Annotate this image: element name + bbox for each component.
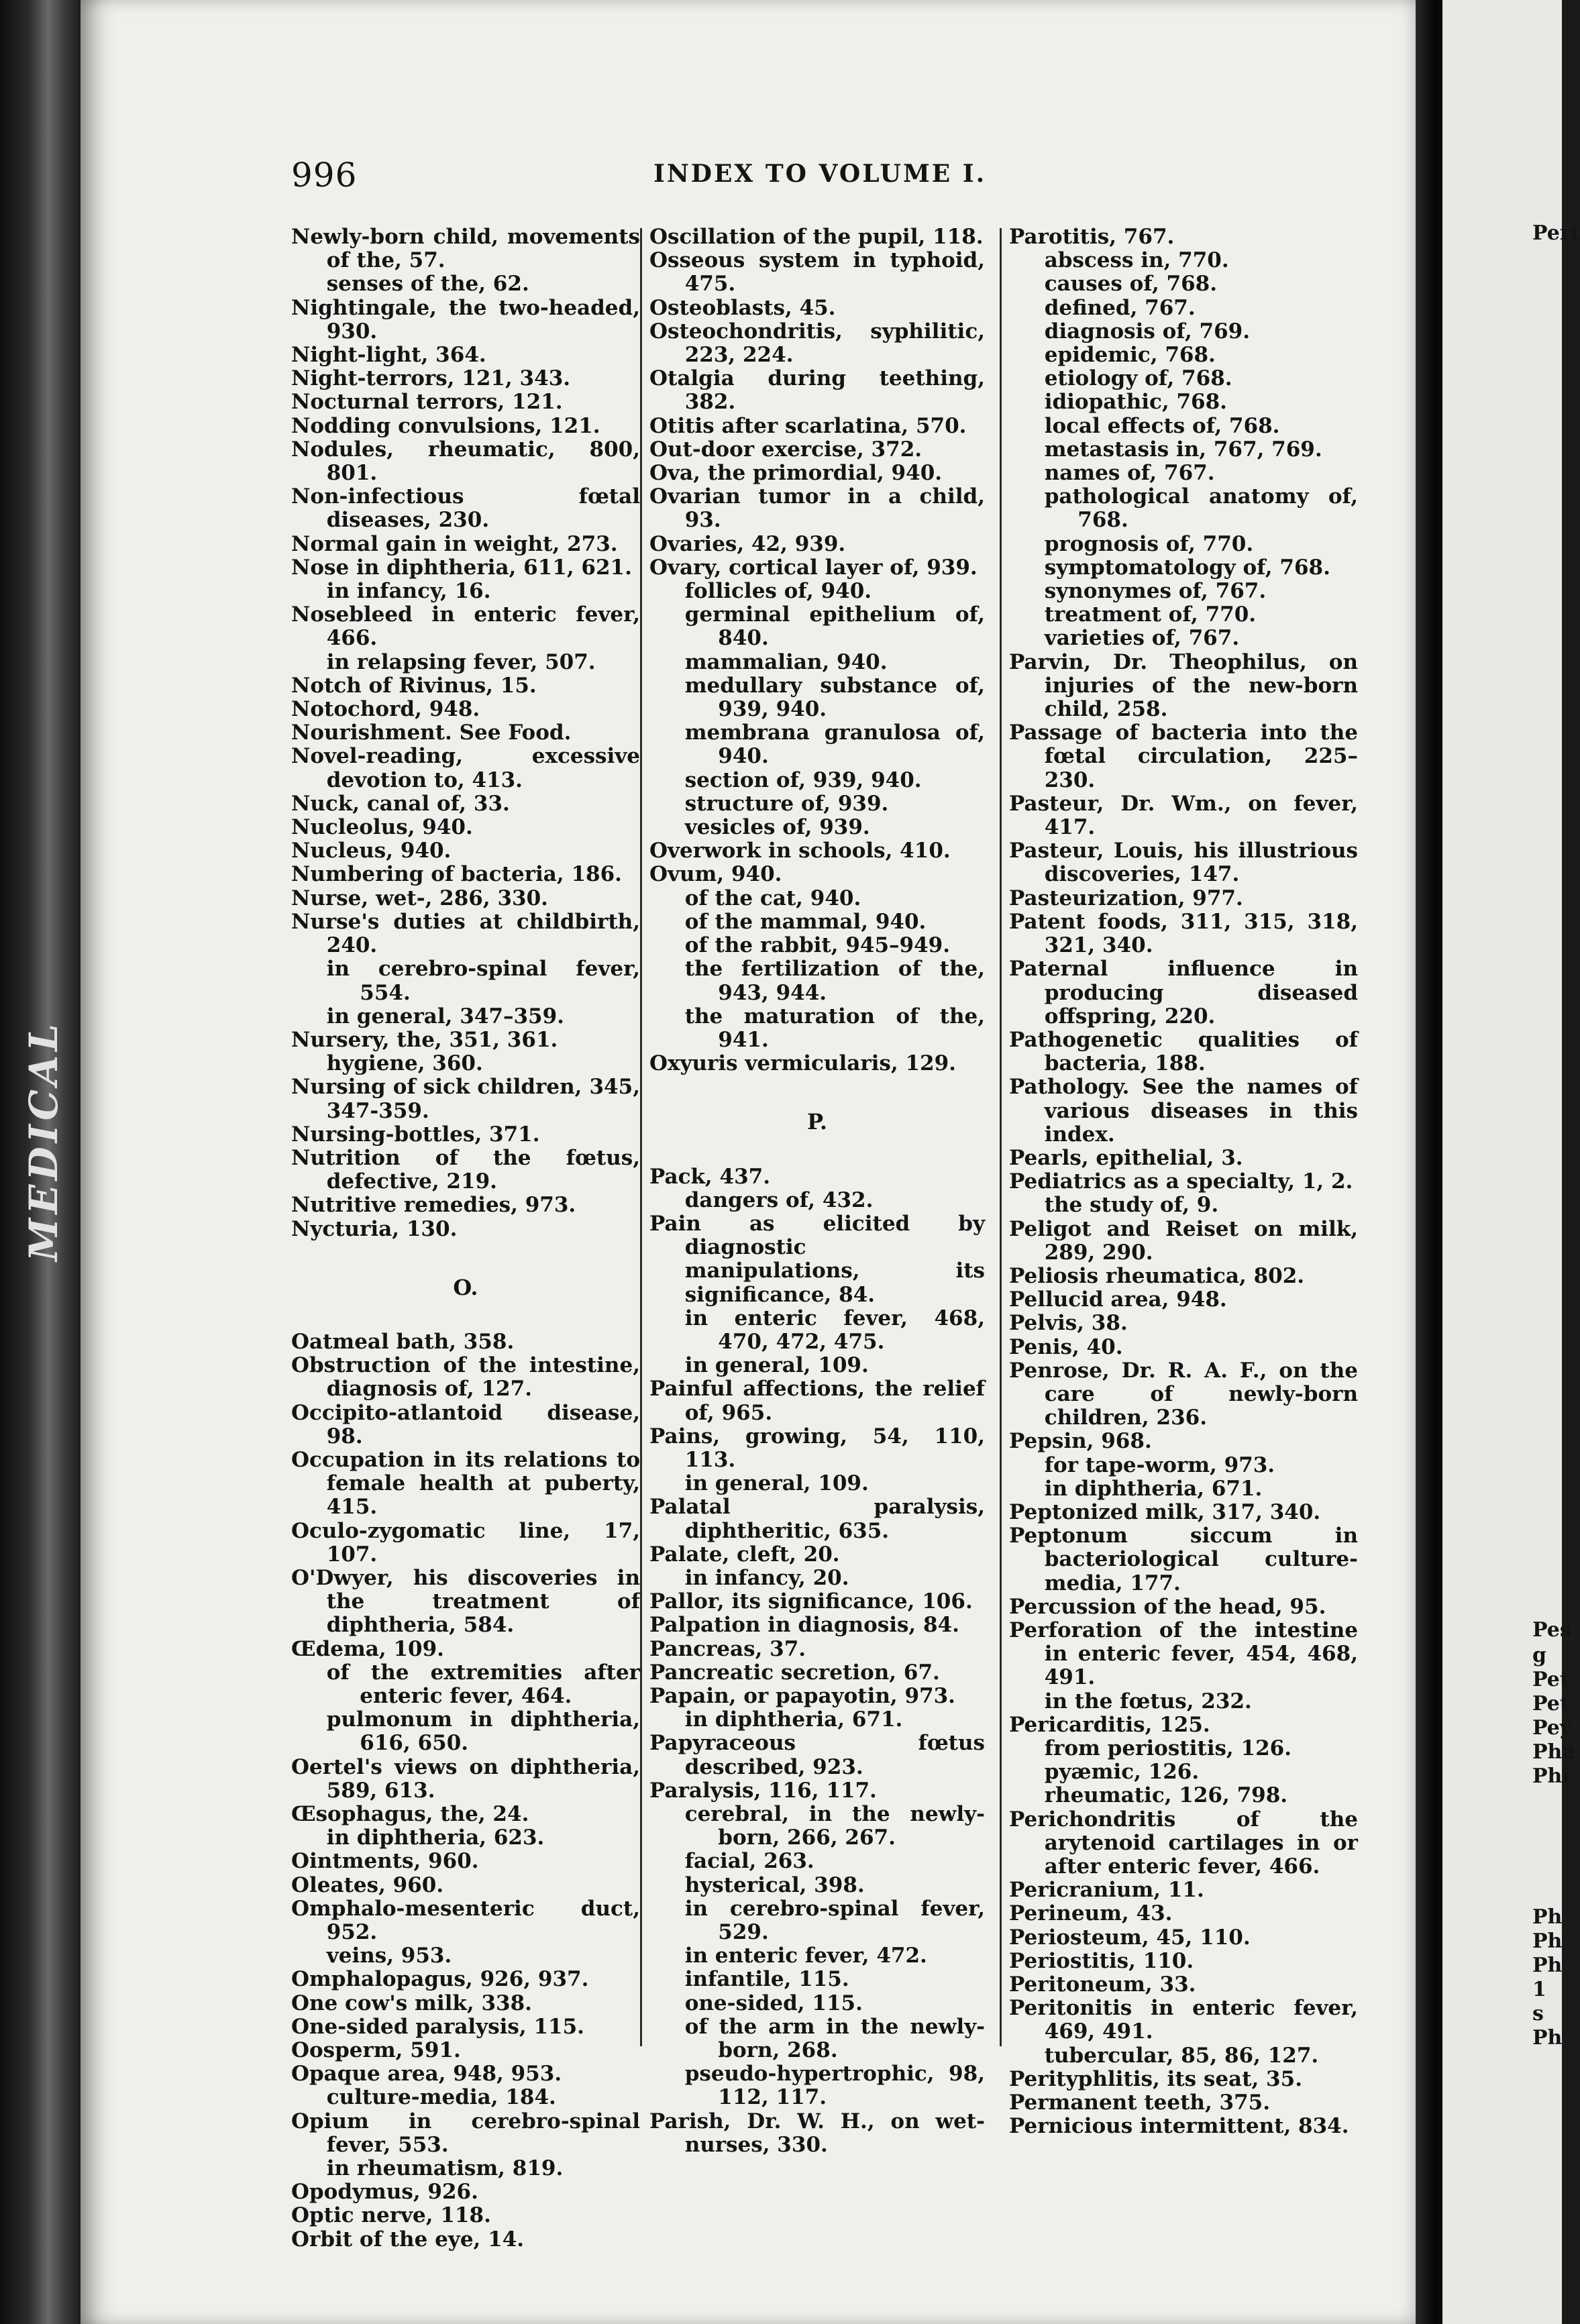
index-entry: Pains, growing, 54, 110, 113. [649,1424,985,1472]
next-page-fragment: g [1532,1644,1546,1667]
index-entry: Obstruction of the intestine, diagnosis of, 127. [291,1353,640,1402]
next-page-fragment: Ph [1532,1954,1563,1977]
index-subentry: vesicles of, 939. [684,815,870,840]
index-entry: Otalgia during teething, 382. [649,366,985,415]
index-entry: Nocturnal terrors, 121. [291,390,563,415]
next-page-fragment: Pet [1532,1668,1569,1691]
index-subentry: the study of, 9. [1044,1193,1219,1218]
index-entry: Parvin, Dr. Theophilus, on injuries of the new-born child, 258. [1009,649,1358,722]
index-entry: Parotitis, 767. [1009,225,1175,249]
index-entry: Ova, the primordial, 940. [649,461,943,486]
index-subentry: pathological anatomy of, 768. [1044,484,1358,533]
index-entry: Nourishment. See Food. [291,721,572,745]
index-subentry: of the cat, 940. [684,886,861,910]
index-entry: Optic nerve, 118. [291,2203,491,2228]
index-entry: Omphalo-mesenteric duct, 952. [291,1896,640,1945]
index-subentry: in cerebro-spinal fever, 554. [326,957,640,1005]
index-subentry: hygiene, 360. [326,1051,483,1076]
index-entry: Nursing-bottles, 371. [291,1122,540,1147]
index-subentry: epidemic, 768. [1044,343,1216,368]
index-entry: Nursing of sick children, 345, 347-359. [291,1075,640,1123]
index-subentry: the maturation of the, 941. [684,1004,985,1052]
index-entry: Oscillation of the pupil, 118. [649,225,984,249]
index-entry: Occipito-atlantoid disease, 98. [291,1400,640,1448]
index-subentry: for tape-worm, 973. [1044,1452,1275,1477]
index-subentry: hysterical, 398. [684,1872,865,1897]
index-subentry: idiopathic, 768. [1044,390,1227,415]
index-subentry: infantile, 115. [684,1967,849,1992]
index-subentry: in diphtheria, 623. [326,1826,545,1850]
index-entry: Pelvis, 38. [1009,1311,1128,1336]
index-entry: Nose in diphtheria, 611, 621. [291,555,632,580]
next-page-fragment: Pha [1532,1740,1575,1764]
index-subentry: one-sided, 115. [684,1991,863,2015]
index-subentry: of the rabbit, 945–949. [684,933,951,958]
next-page-fragment: Pert [1532,221,1580,245]
index-entry: Patent foods, 311, 315, 318, 321, 340. [1009,909,1358,958]
index-subentry: synonymes of, 767. [1044,579,1267,604]
index-entry: Nuck, canal of, 33. [291,791,510,816]
index-entry: Papyraceous fœtus described, 923. [649,1731,985,1779]
index-subentry: membrana granulosa of, 940. [684,721,985,769]
index-entry: Newly-born child, movements of the, 57. [291,225,640,273]
index-entry: Peptonized milk, 317, 340. [1009,1499,1321,1524]
index-entry: Nycturia, 130. [291,1216,458,1241]
index-entry: Osteoblasts, 45. [649,295,836,320]
index-entry: Percussion of the head, 95. [1009,1594,1326,1619]
index-subentry: in rheumatism, 819. [326,2156,564,2181]
index-subentry: etiology of, 768. [1044,366,1232,391]
index-entry: Nutritive remedies, 973. [291,1193,576,1218]
index-entry: Palpation in diagnosis, 84. [649,1613,959,1638]
index-subentry: in infancy, 20. [684,1565,849,1590]
index-subentry: mammalian, 940. [684,649,888,674]
index-subentry: in diphtheria, 671. [684,1707,903,1732]
index-entry: Pallor, its significance, 106. [649,1589,973,1614]
index-entry: Palatal paralysis, diphtheritic, 635. [649,1495,985,1543]
running-head: INDEX TO VOLUME I. [653,160,987,188]
index-entry: Osteochondritis, syphilitic, 223, 224. [649,319,985,368]
index-entry: Oxyuris vermicularis, 129. [649,1051,956,1076]
index-subentry: prognosis of, 770. [1044,531,1254,556]
index-entry: Perforation of the intestine in enteric fever, 454, 468, 491. [1009,1618,1358,1690]
index-subentry: from periostitis, 126. [1044,1736,1292,1760]
index-entry: Novel-reading, excessive devotion to, 413. [291,744,640,792]
index-subentry: defined, 767. [1044,295,1196,320]
index-entry: Peliosis rheumatica, 802. [1009,1263,1305,1288]
section-letter: P. [807,1109,827,1135]
index-subentry: names of, 767. [1044,461,1215,486]
index-entry: Pancreas, 37. [649,1636,806,1661]
index-entry: Nodding convulsions, 121. [291,413,600,438]
index-entry: Peritonitis in enteric fever, 469, 491. [1009,1996,1358,2044]
index-entry: Passage of bacteria into the fœtal circulation, 225–230. [1009,721,1358,792]
index-entry: Ovum, 940. [649,862,782,887]
index-entry: Nosebleed in enteric fever, 466. [291,602,640,651]
index-subentry: in general, 109. [684,1353,869,1378]
next-page-fragment: 1 [1532,1978,1546,2001]
index-entry: Pellucid area, 948. [1009,1287,1227,1312]
index-entry: Opium in cerebro-spinal fever, 553. [291,2109,640,2157]
index-subentry: metastasis in, 767, 769. [1044,437,1322,462]
index-entry: Orbit of the eye, 14. [291,2227,525,2252]
index-entry: Nurse's duties at childbirth, 240. [291,909,640,958]
next-page-fragment: Pes [1532,1618,1571,1642]
index-entry: Oleates, 960. [291,1872,444,1897]
index-subentry: tubercular, 85, 86, 127. [1044,2043,1319,2068]
index-entry: Pain as elicited by diagnostic manipulations, its significance, 84. [649,1211,985,1307]
page-number: 996 [291,156,358,195]
index-entry: Night-light, 364. [291,343,486,368]
index-entry: Pathogenetic qualities of bacteria, 188. [1009,1027,1358,1076]
index-subentry: in enteric fever, 468, 470, 472, 475. [684,1306,985,1354]
index-subentry: of the arm in the newly-born, 268. [684,2014,985,2063]
column-divider [640,228,642,2046]
index-entry: Normal gain in weight, 273. [291,531,618,556]
index-entry: Non-infectious fœtal diseases, 230. [291,484,640,533]
index-entry: Nodules, rheumatic, 800, 801. [291,437,640,486]
index-subentry: facial, 263. [684,1849,814,1874]
index-subentry: of the mammal, 940. [684,909,927,934]
index-subentry: culture-media, 184. [326,2085,556,2110]
index-entry: Nutrition of the fœtus, defective, 219. [291,1145,640,1194]
index-entry: Peptonum siccum in bacteriological culture-media, 177. [1009,1524,1358,1595]
index-column-3 [1009,225,1358,2138]
index-entry: Overwork in schools, 410. [649,839,951,863]
index-subentry: in enteric fever, 472. [684,1944,927,1968]
index-entry: O'Dwyer, his discoveries in the treatment of diphtheria, 584. [291,1565,640,1638]
index-entry: Occupation in its relations to female health at puberty, 415. [291,1447,640,1520]
index-entry: Œdema, 109. [291,1636,444,1661]
index-entry: Ointments, 960. [291,1849,479,1874]
index-subentry: in cerebro-spinal fever, 529. [684,1896,985,1945]
index-entry: Oatmeal bath, 358. [291,1329,515,1354]
index-entry: Nightingale, the two-headed, 930. [291,295,640,344]
index-entry: Ovaries, 42, 939. [649,531,846,556]
index-entry: Nursery, the, 351, 361. [291,1027,558,1052]
next-page-fragment: Pey [1532,1716,1572,1740]
index-subentry: follicles of, 940. [684,579,872,604]
index-entry: Oculo-zygomatic line, 17, 107. [291,1518,640,1567]
index-entry: Pasteur, Louis, his illustrious discoveries, 147. [1009,839,1358,887]
index-entry: Nurse, wet-, 286, 330. [291,886,548,910]
index-subentry: pyæmic, 126. [1044,1760,1200,1785]
index-entry: Pasteurization, 977. [1009,886,1243,910]
index-entry: Pediatrics as a specialty, 1, 2. [1009,1169,1353,1194]
index-subentry: the fertilization of the, 943, 944. [684,957,985,1005]
index-entry: Peritoneum, 33. [1009,1972,1196,1997]
index-entry: Otitis after scarlatina, 570. [649,413,967,438]
index-entry: Osseous system in typhoid, 475. [649,248,985,297]
index-subentry: local effects of, 768. [1044,413,1280,438]
next-page-fragment: Phi [1532,1764,1570,1788]
index-entry: Perichondritis of the arytenoid cartilages in or after enteric fever, 466. [1009,1807,1358,1879]
index-entry: Œsophagus, the, 24. [291,1802,529,1826]
index-subentry: pseudo-hypertrophic, 98, 112, 117. [684,2062,985,2110]
index-entry: Opodymus, 926. [291,2180,478,2205]
index-entry: Notochord, 948. [291,697,480,722]
index-entry: Omphalopagus, 926, 937. [291,1967,589,1992]
index-subentry: in infancy, 16. [326,579,491,604]
index-entry: Periosteum, 45, 110. [1009,1925,1251,1950]
page-header [291,156,1257,203]
index-entry: Papain, or papayotin, 973. [649,1683,955,1708]
index-subentry: in diphtheria, 671. [1044,1476,1263,1501]
index-subentry: in general, 109. [684,1471,869,1496]
index-entry: Pearls, epithelial, 3. [1009,1145,1243,1170]
index-subentry: abscess in, 770. [1044,248,1229,273]
index-subentry: symptomatology of, 768. [1044,555,1330,580]
next-page-fragment: s [1532,2002,1544,2025]
index-entry: Penrose, Dr. R. A. F., on the care of newly-born children, 236. [1009,1358,1358,1430]
index-entry: Permanent teeth, 375. [1009,2091,1271,2115]
book-spine [0,0,81,2324]
index-subentry: medullary substance of, 939, 940. [684,673,985,722]
index-entry: Ovary, cortical layer of, 939. [649,555,978,580]
index-subentry: structure of, 939. [684,791,889,816]
index-subentry: dangers of, 432. [684,1187,874,1212]
next-page-fragment: Ph [1532,1930,1563,1953]
index-subentry: varieties of, 767. [1044,626,1240,651]
index-entry: Nucleolus, 940. [291,815,473,840]
index-subentry: diagnosis of, 769. [1044,319,1251,344]
index-subentry: of the extremities after enteric fever, 464. [326,1660,640,1708]
index-column-2 [649,225,985,2157]
index-subentry: cerebral, in the newly-born, 266, 267. [684,1802,985,1850]
index-entry: One cow's milk, 338. [291,1991,532,2015]
index-entry: Numbering of bacteria, 186. [291,862,622,887]
column-divider [1000,228,1002,2046]
index-subentry: in the fœtus, 232. [1044,1689,1252,1713]
index-subentry: rheumatic, 126, 798. [1044,1783,1288,1808]
index-subentry: in general, 347–359. [326,1004,564,1028]
index-entry: Palate, cleft, 20. [649,1542,840,1567]
section-letter: O. [453,1274,478,1300]
index-subentry: senses of the, 62. [326,272,529,297]
index-entry: Pepsin, 968. [1009,1429,1152,1454]
index-entry: Notch of Rivinus, 15. [291,673,537,698]
index-subentry: causes of, 768. [1044,272,1218,297]
index-entry: Nucleus, 940. [291,839,452,863]
index-subentry: veins, 953. [326,1944,452,1968]
index-entry: Paternal influence in producing diseased offspring, 220. [1009,957,1358,1028]
index-entry: Pancreatic secretion, 67. [649,1660,940,1685]
next-page-fragment: Ph [1532,1905,1563,1929]
index-entry: Periostitis, 110. [1009,1948,1194,1973]
index-subentry: treatment of, 770. [1044,602,1257,627]
index-entry: Pack, 437. [649,1164,771,1189]
index-entry: Perineum, 43. [1009,1901,1173,1926]
index-entry: Oertel's views on diphtheria, 589, 613. [291,1754,640,1803]
next-page-fragment: Ph [1532,2026,1563,2050]
index-entry: Pericarditis, 125. [1009,1712,1210,1737]
spine-title: MEDICAL [21,1020,66,1261]
index-entry: Paralysis, 116, 117. [649,1778,877,1803]
index-entry: Pericranium, 11. [1009,1878,1204,1903]
index-subentry: in relapsing fever, 507. [326,649,596,674]
next-page-fragment: Pet [1532,1692,1569,1715]
index-entry: Peligot and Reiset on milk, 289, 290. [1009,1216,1358,1265]
index-entry: Pernicious intermittent, 834. [1009,2114,1349,2139]
index-entry: One-sided paralysis, 115. [291,2014,584,2039]
index-entry: Parish, Dr. W. H., on wet-nurses, 330. [649,2109,985,2157]
index-subentry: section of, 939, 940. [684,768,922,792]
index-subentry: germinal epithelium of, 840. [684,602,985,651]
index-entry: Pathology. See the names of various diseases in this index. [1009,1075,1358,1147]
index-entry: Pasteur, Dr. Wm., on fever, 417. [1009,791,1358,840]
index-entry: Opaque area, 948, 953. [291,2062,562,2087]
index-entry: Ovarian tumor in a child, 93. [649,484,985,533]
index-entry: Night-terrors, 121, 343. [291,366,571,391]
index-entry: Oosperm, 591. [291,2038,461,2063]
index-subentry: pulmonum in diphtheria, 616, 650. [326,1707,640,1756]
index-entry: Perityphlitis, its seat, 35. [1009,2066,1302,2091]
index-entry: Penis, 40. [1009,1334,1123,1359]
index-column-1 [291,225,640,2252]
index-entry: Out-door exercise, 372. [649,437,923,462]
index-entry: Painful affections, the relief of, 965. [649,1377,985,1425]
